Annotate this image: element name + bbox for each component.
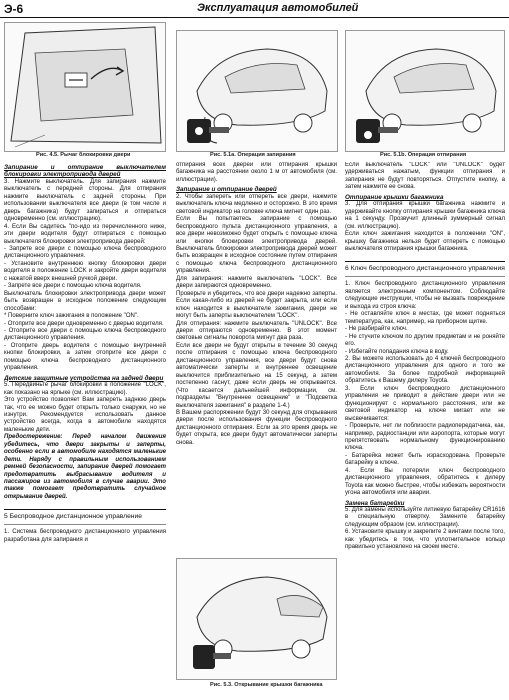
section-6-heading: 6 Ключ беспроводного дистанционного управления [345,261,505,277]
paragraph: Выключатель блокировки электропривода двери может быть возвращен в исходное положение следующим способами: [4,290,166,312]
paragraph: 3. Если ключ беспроводного дистанционного управления не приводит в действие двери или не функционирует с нормального расстояния, или же световой индикатор на ключе мигает или не высвечивается: [345,385,505,422]
paragraph: 1. Ключ беспроводного дистанционного управления является электронным компонентом. Соблюдайте следующие инструкции, чтобы не вызвать повреждение и выхода из строя ключа: [345,281,505,310]
text-column-2 [176,162,337,554]
figure-locking-operation [176,30,338,152]
paragraph: 2. Чтобы запереть или отпереть все двери, нажмите выключатель ключа медленно и осторожно. В это время световой индикатор на головке ключа мигнет один раз. [176,193,337,215]
paragraph: - Не стучите ключом по другим предметам и не роняйте его. [345,333,505,348]
paragraph: 5. Для замены используйте литиевую батарейку CR1616 в специальную отвертку. Замените батарейку следующим образом (см. иллюстрации). [345,507,505,528]
paragraph: Если все двери не будут открыты в течение 30 секунд после отпирания с помощью ключа беспроводного дистанционного управления, все двери будут снова автоматически заперты и внутреннее освещение выключится приблизительно на 15 секунд, а затем постепенно гаснут, даже если дверь не открывается. (Что касается дальнейшей информации, см. подразделы "Внутреннее освещение" и "Подсветка выключателя зажигания" в разделе 1-4.) [176,342,337,409]
heading-lock-switch: Запирание и отпирание выключателем блокировки электропривода дверей [4,164,166,179]
car-locking-illustration [177,31,337,151]
page-number: Э-6 [4,2,24,16]
paragraph: - Запрете все двери с помощью ключа беспроводного дистанционного управления. [4,245,166,260]
paragraph: - Отоприте все двери с помощью ключа беспроводного дистанционного управления. [4,327,166,342]
paragraph: 3. Для отпирания крышки багажника нажмите и удерживайте кнопку отпирания крышки багажника ключа на 1 секунду. Прозвучит длинный зуммерный сигнал (см. иллюстрацию). [345,201,505,230]
paragraph: - Батарейка может быть израсходована. Проверьте батарейку в ключе. [345,452,505,467]
text-column-1 [4,162,166,692]
paragraph: В Вашем распоряжении будут 30 секунд для открывания двери после использования функции беспроводного дистанционного отпирания. Если за это время дверь не будет открыта, все двери будут автоматически заперты снова. [176,409,337,446]
paragraph: - Не разбирайте ключ. [345,326,408,333]
figure-caption-4-5: Рис. 4.5. Рычаг блокировки двери [36,152,131,158]
figure-trunk-opening [176,558,337,680]
paragraph: 6. Установите крышку и закрепите 2 винтами после того, как убедитесь в том, что уплотнительное кольцо правильно установлено на своем месте. [345,529,505,551]
paragraph: Если ключ зажигания находится в положении "ON", крышку багажника нельзя будет отпереть с помощью выключателя отпирания крышки багажника. [345,231,505,252]
paragraph: - Запрете все двери с помощью ключа водителя. [4,283,142,290]
paragraph: - Отоприте дверь водителя с помощью внутренней кнопки блокировки, а затем отоприте все двери с помощью ключа беспроводного дистанционного управления. [4,342,166,372]
paragraph: отпирания всех дверей или отпирания крышки багажника на расстоянии около 1 м от автомобиля (см. иллюстрации). [176,162,337,183]
paragraph: Если Вы попытаетесь запирание с помощью беспроводного пульта дистанционного управления, а все двери невозможно будет открыть с помощью ключа или кнопки блокировки электропривода дверей. Выключатель блокировки электропривода дверей может быть возвращен в исходное состояние путем отпирания с помощью ключа беспроводного дистанционного управления. [176,216,337,275]
page-header [0,0,509,18]
heading-battery-replacement: Замена батарейки [345,499,405,507]
paragraph: Проверьте и убедитесь, что все двери надежно заперты. Если какая-либо из дверей не будет закрыта, или если ключ находится в выключателе зажигания, двери не могут быть заперты выключателем "LOCK". [176,290,337,320]
paragraph: 4. Если Вы потеряли ключ беспроводного дистанционного управления, обратитесь к дилеру Toyota как можно быстрее, чтобы избежать вероятности угона автомобиля или аварии. [345,467,505,497]
page-title: Эксплуатация автомобилей [197,2,359,14]
car-unlocking-illustration [346,31,504,151]
paragraph: Если выключатель "LOCK" или "UNLOCK" будет удерживаться нажатым, функции отпирания и запирания не будут повторяться. Отпустите кнопку, а затем нажмите ее снова. [345,162,505,191]
figure-unlocking-operation [345,30,505,152]
trunk-opening-illustration [177,559,336,679]
figure-door-lock-lever [4,22,166,152]
heading-lock-unlock-doors: Запирание и отпирание дверей [176,186,277,194]
section-5-heading: 5 Беспроводное дистанционное управление [4,509,166,525]
paragraph: - Проверьте, нет ли поблизости радиопередатчика, как, например, радиостанции или аэропорта, которые могут препятствовать нормальному функционированию ключа. [345,423,505,452]
door-lock-lever-illustration [5,23,165,151]
paragraph: Для запирания: нажмите выключатель "LOCK". Все двери запираются одновременно. [176,275,337,290]
paragraph: 1. Система беспроводного дистанционного управления разработана для запирания и [4,529,166,543]
paragraph: 4. Если Вы садитесь "по-идо из перечисленного ниже, эти двери водителя будут отпираться с помощью выключателя блокировки электропривода дверей: [4,223,166,245]
paragraph: * Поверните ключ зажигания в положение "ON". [4,313,139,320]
text-column-3 [345,162,505,692]
figure-caption-5-1b: Рис. 5.1b. Операция отпирания [380,152,467,158]
figure-caption-5-3: Рис. 5.3. Открывание крышки багажника [210,682,323,688]
paragraph: 3. Нажмите выключатель. Для запирания нажмите выключатель с передней стороны. Для отпирания нажмите выключатель с задней стороны. При использовании выключателя все двери (в том числе и дверь багажника) будут запираться и отпираться одновременно (см. иллюстрацию). [4,178,166,223]
paragraph: 5. Передвиньте рычаг блокировки в положение "LOCK", как показано на ярлыке (см. иллюстрацию). [4,382,166,396]
heading-child-locks: Детские защитные устройства на задней двери [4,374,164,382]
paragraph: - Отоприте все двери одновременно с дверью водителя. [4,320,164,327]
paragraph: Для отпирания: нажмите выключатель "UNLOCK". Все двери отпираются одновременно. В этот момент световые сигналы поворота мигнут два раза. [176,320,337,342]
paragraph: 2. Вы можете использовать до 4 ключей беспроводного дистанционного управления для одного и того же автомобиля. За более подробной информацией обратитесь к Вашему дилеру Toyota. [345,355,505,385]
warning-paragraph: Предостережение: Перед началом движения убедитесь, что двери закрыты и заперты, особенно если в автомобиле находятся маленькие дети. Наряду с правильным использованием ремней безопасности, запирание дверей помогает предотвратить выбрасывание водителя и пассажиров из автомобиля в случае аварии. Это также помогает предотвратить случайное открывание дверей. [4,434,166,500]
figure-caption-5-1a: Рис. 5.1а. Операция запирания [210,152,296,158]
paragraph: Это устройство позволяет Вам запереть заднюю дверь так, что ее можно будет открыть только снаружи, но не изнутри. Рекомендуется использовать данное устройство всегда, когда в автомобиле находятся маленькие дети. [4,397,166,433]
paragraph: - Не оставляйте ключ в местах, где может подняться температура, как, например, на приборном щитке. [345,311,505,325]
heading-trunk-unlock: Отпирание крышки багажника [345,193,444,201]
paragraph: - Избегайте попадания ключа в воду. [345,348,449,355]
paragraph: - Установите внутреннюю кнопку блокировки двери водителя в положение LOCK и закройте двери водителя с нажатой вверх внешней ручкой двери. [4,260,166,282]
